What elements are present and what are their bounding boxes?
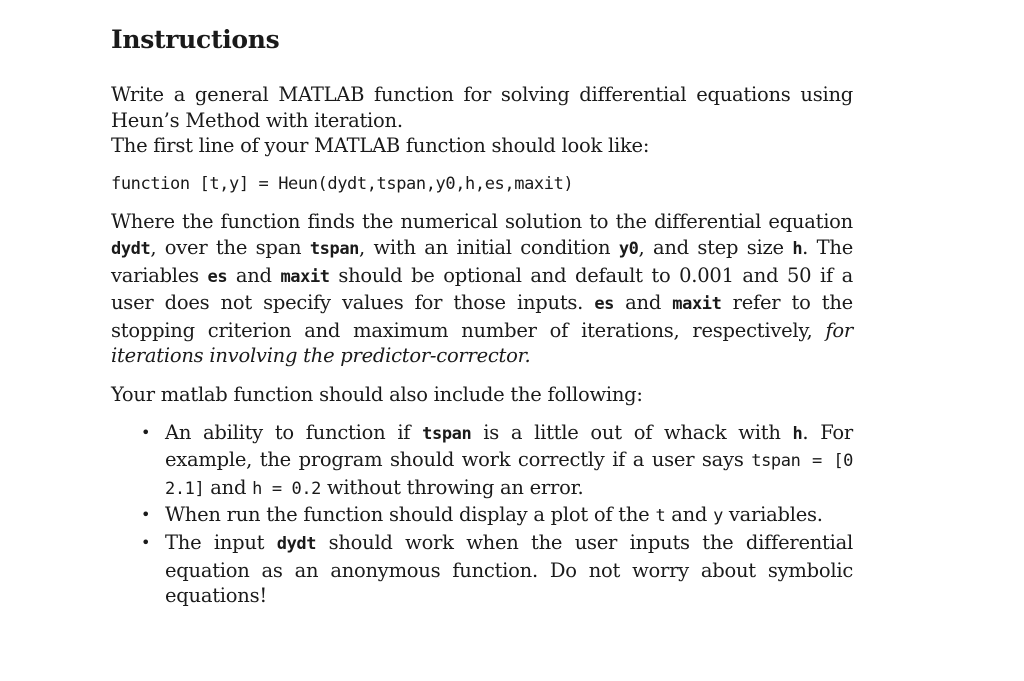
page-title: Instructions (111, 25, 280, 54)
bullet-text: is a little out of whack with (471, 420, 793, 444)
code-dydt: dydt (276, 533, 317, 554)
intro-text-2: The first line of your MATLAB function should look like: (111, 134, 650, 158)
document (111, 24, 853, 609)
bullet-text: without throwing an error. (321, 475, 584, 499)
code-maxit: maxit (280, 266, 330, 287)
code-y: y (713, 506, 723, 527)
description-text: should be optional and default to 0.001 and 50 if a user does not specify values for those inputs. (111, 263, 853, 315)
description-text: , and step size (638, 235, 793, 259)
description-text: . The variables (111, 235, 853, 287)
intro-text: Write a general MATLAB function for solving differential equations using Heun’s Method with iteration. (111, 83, 853, 132)
bullet-text: and (204, 475, 253, 499)
bullet-text: An ability to function if (165, 420, 423, 444)
bullet-text: should work when the user inputs the differential equation as an anonymous function. Do not worry about symbolic equations! (165, 530, 853, 608)
description-text: and (613, 291, 673, 315)
description-text: , with an initial condition (359, 235, 619, 259)
description-paragraph (111, 209, 853, 369)
description-italic: for iterations involving the predictor-corrector. (111, 318, 853, 368)
list-intro: Your matlab function should also include the following: (111, 382, 643, 406)
code-tspan: tspan (422, 423, 472, 444)
function-signature: function [t,y] = Heun(dydt,tspan,y0,h,es,maxit) (111, 173, 574, 194)
intro-paragraph (111, 82, 853, 159)
code-tspan-example: tspan = [0 2.1] (165, 451, 853, 499)
bullet-icon: • (141, 422, 151, 442)
code-h: h (792, 238, 803, 259)
code-maxit: maxit (672, 294, 722, 315)
bullet-text: . For example, the program should work correctly if a user says (165, 420, 853, 472)
code-dydt: dydt (111, 238, 151, 259)
list-item (141, 530, 853, 609)
description-text: Where the function finds the numerical solution to the differential equation (111, 210, 853, 234)
code-es: es (594, 294, 614, 315)
code-h: h (792, 423, 803, 444)
code-y0: y0 (618, 238, 639, 259)
bullet-icon: • (141, 532, 151, 552)
description-text: refer to the stopping criterion and maximum number of iterations, respectively, (111, 291, 853, 342)
list-item (141, 502, 853, 530)
description-text: and (227, 263, 281, 287)
description-text: , over the span (150, 235, 310, 259)
code-es: es (207, 266, 228, 287)
bullet-text: variables. (722, 503, 823, 527)
bullet-text: When run the function should display a plot of the (165, 503, 656, 527)
requirements-list (111, 420, 853, 609)
bullet-text: The input (165, 530, 277, 554)
code-h-example: h = 0.2 (252, 478, 322, 499)
bullet-text: and (665, 503, 714, 527)
bullet-icon: • (141, 505, 151, 525)
code-tspan: tspan (309, 238, 360, 259)
list-item (141, 420, 853, 503)
code-t: t (655, 506, 666, 527)
